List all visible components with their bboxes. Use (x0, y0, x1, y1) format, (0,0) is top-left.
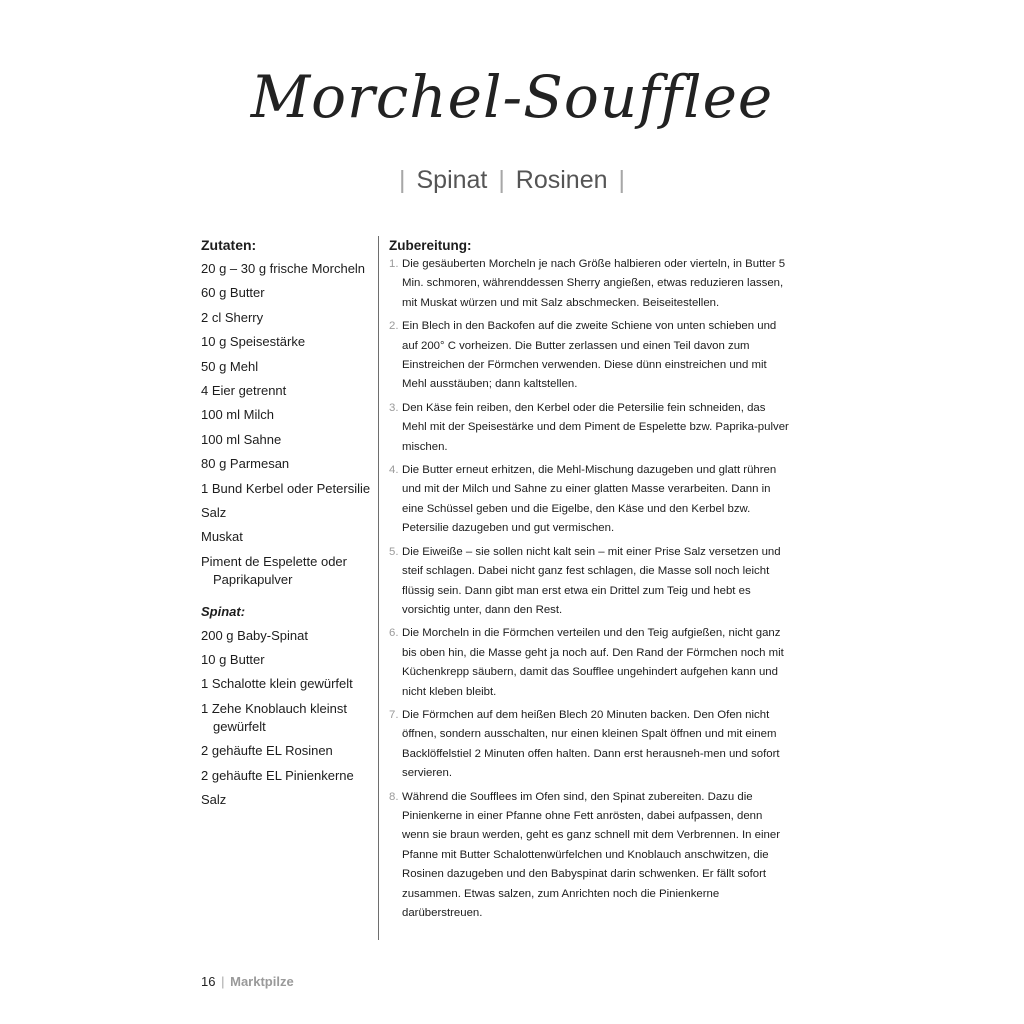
recipe-title: Morchel-Soufflee (250, 63, 774, 131)
step-number: 2. (389, 320, 399, 333)
step-number: 3. (389, 401, 399, 414)
ingredient-item: 80 g Parmesan (201, 456, 290, 472)
ingredients-heading: Zutaten: (201, 237, 257, 253)
ingredient-item: 60 g Butter (201, 285, 265, 301)
ingredient-item: 100 ml Sahne (201, 431, 282, 447)
step-number: 7. (389, 708, 399, 721)
ingredient-item: 100 ml Milch (201, 407, 274, 423)
preparation-step (389, 461, 789, 539)
step-text: Ein Blech in den Backofen auf die zweite Schiene von unten schieben und auf 200° C vorheizen. Die Butter zerlassen und einen Teil davon zum Einstreichen der Förmchen verwenden. Diese dünn einstreichen und mit Mehl ausstäuben; dann kaltstellen. (402, 320, 777, 391)
step-text: Die Morcheln in die Förmchen verteilen und den Teig aufgießen, nicht ganz bis oben hin, die Masse geht ja noch auf. Den Rand der Förmchen noch mit Küchenkrepp säubern, damit das Soufflee ungehindert aufgehen kann und nicht kleben bleibt. (402, 627, 784, 698)
ingredient-item: Piment de Espelette oder Paprikapulver (201, 553, 347, 587)
column-divider (378, 236, 379, 940)
ingredient-item: 4 Eier getrennt (201, 382, 287, 398)
spinach-ingredients-list (201, 627, 371, 809)
subtitle-rosinen: Rosinen (515, 166, 608, 194)
preparation-step (389, 399, 789, 457)
step-number: 5. (389, 545, 399, 558)
spinach-ingredient-item: 2 gehäufte EL Rosinen (201, 743, 333, 759)
step-text: Die gesäuberten Morcheln je nach Größe halbieren oder vierteln, in Butter 5 Min. schmoren, währenddessen Sherry angießen, etwas reduzieren lassen, mit Muskat würzen und mit Salz abschmecken. Beiseitestellen. (402, 258, 786, 309)
step-text: Die Butter erneut erhitzen, die Mehl-Mischung dazugeben und glatt rühren und mit der Milch und Sahne zu einer glatten Masse verarbeiten. Dann in eine Schüssel geben und die Eigelbe, den Käse und den Kerbel bzw. Petersilie dazugeben und gut vermischen. (402, 464, 777, 535)
spinach-ingredient-item: 10 g Butter (201, 652, 265, 668)
ingredient-item: 20 g – 30 g frische Morcheln (201, 261, 366, 276)
step-number: 8. (389, 790, 399, 803)
ingredient-item: 50 g Mehl (201, 358, 259, 374)
preparation-heading: Zubereitung: (389, 238, 472, 253)
spinach-ingredient-item: 2 gehäufte EL Pinienkerne (201, 767, 354, 783)
spinach-heading: Spinat: (201, 603, 246, 619)
ingredients-list (201, 260, 371, 589)
subtitle-separator: | (498, 166, 505, 194)
spinach-ingredient-item: 1 Schalotte klein gewürfelt (201, 676, 353, 692)
ingredient-item: 10 g Speisestärke (201, 334, 306, 350)
page-footer (201, 974, 294, 989)
step-text: Die Eiweiße – sie sollen nicht kalt sein – mit einer Prise Salz versetzen und steif schlagen. Dabei nicht ganz fest schlagen, die Masse soll noch leicht flüssig sein. Dann gibt man erst etwa ein Drittel zum Teig und hebt es vorsichtig unter, dann den Rest. (402, 545, 781, 616)
subtitle-spinat: Spinat (416, 166, 488, 194)
preparation-step (389, 317, 789, 395)
step-text: Die Förmchen auf dem heißen Blech 20 Minuten backen. Den Ofen nicht öffnen, sondern ausschalten, nur einen kleinen Spalt öffnen und mit einem Backlöffelstiel 2 Minuten offen halten. Dann erst herausneh-men und sofort servieren. (402, 708, 780, 780)
recipe-subtitle (0, 166, 1024, 195)
step-number: 6. (389, 627, 399, 640)
subtitle-separator: | (618, 166, 625, 194)
footer-separator: | (221, 974, 225, 989)
step-number: 1. (389, 258, 399, 270)
preparation-step (389, 706, 789, 784)
spinach-ingredient-item: 1 Zehe Knoblauch kleinst gewürfelt (201, 700, 347, 734)
preparation-step (389, 788, 789, 924)
preparation-step (389, 543, 789, 621)
ingredient-item: 2 cl Sherry (201, 309, 264, 325)
ingredient-item: Muskat (201, 529, 243, 545)
ingredient-item: 1 Bund Kerbel oder Petersilie (201, 480, 371, 496)
page-number: 16 (201, 974, 216, 989)
preparation-step (389, 255, 789, 313)
step-text: Während die Soufflees im Ofen sind, den Spinat zubereiten. Dazu die Pinienkerne in einer Pfanne ohne Fett anrösten, dabei aufpassen, denn wenn sie braun werden, geht es ganz schnell mit dem Verbrennen. In einer Pfanne mit Butter Schalottenwürfelchen und Knoblauch anschwitzen, die Rosinen dazugeben und den Babyspinat darin schwenken. Er fällt sofort zusammen. Etwas salzen, zum Anrichten noch die Pinienkerne darüberstreuen. (402, 790, 781, 919)
preparation-steps (389, 255, 789, 923)
preparation-step (389, 624, 789, 702)
spinach-ingredient-item: Salz (201, 792, 227, 808)
step-text: Den Käse fein reiben, den Kerbel oder die Petersilie fein schneiden, das Mehl mit der Speisestärke und dem Piment de Espelette bzw. Paprika-pulver mischen. (402, 401, 789, 453)
ingredients-column (201, 236, 371, 815)
subtitle-separator: | (399, 166, 406, 194)
section-name: Marktpilze (230, 974, 294, 989)
preparation-column (389, 236, 789, 927)
spinach-ingredient-item: 200 g Baby-Spinat (201, 627, 308, 643)
step-number: 4. (389, 464, 399, 477)
ingredient-item: Salz (201, 504, 227, 520)
